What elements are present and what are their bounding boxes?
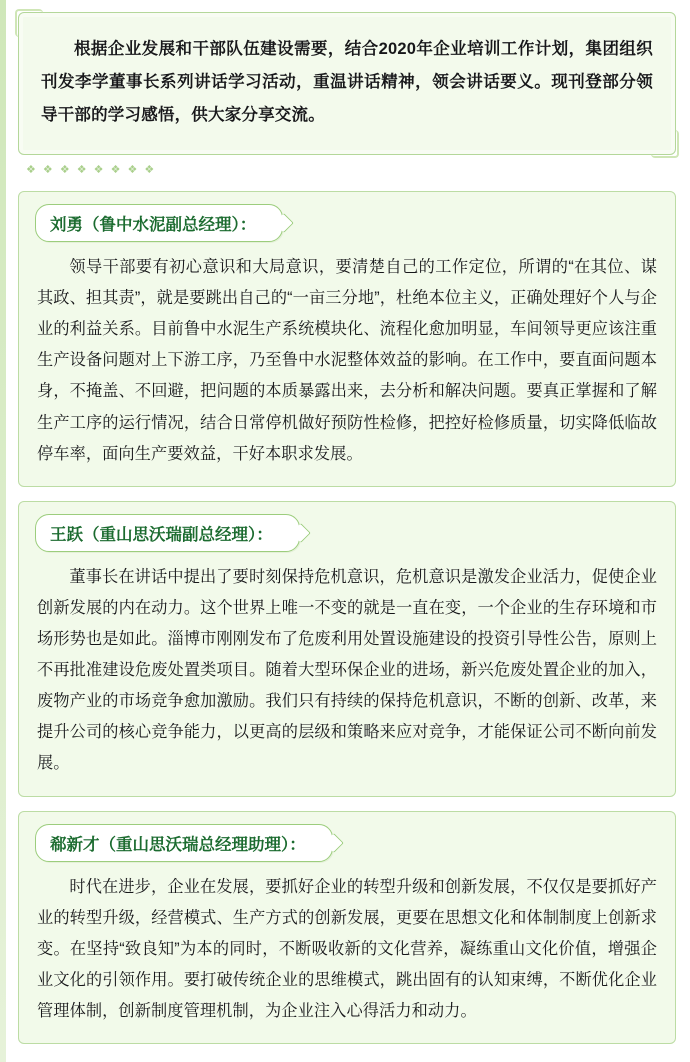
decorative-dots: ❖ ❖ ❖ ❖ ❖ ❖ ❖ ❖ (26, 164, 157, 176)
section-3-card (18, 811, 676, 1045)
section-1-title-row (35, 204, 659, 242)
section-1-card (18, 191, 676, 487)
section-2-body: 董事长在讲话中提出了要时刻保持危机意识，危机意识是激发企业活力，促使企业创新发展的内在动力。这个世界上唯一不变的就是一直在变，一个企业的生存环境和市场形势也是如此。淄博市刚刚发布了危废利用处置设施建设的投资引导性公告，原则上不再批准建设危废处置类项目。随着大型环保企业的进场，新兴危废处置企业的加入，废物产业的市场竞争愈加激励。我们只有持续的保持危机意识，不断的创新、改革，来提升公司的核心竞争能力，以更高的层级和策略来应对竞争，才能保证公司不断向前发展。 (37, 567, 657, 773)
left-accent-bar (0, 0, 6, 1062)
section-3-body: 时代在进步，企业在发展，要抓好企业的转型升级和创新发展，不仅仅是要抓好产业的转型升级，经营模式、生产方式的创新发展，更要在思想文化和体制制度上创新求变。在坚持“致良知”为本的同时，不断吸收新的文化营养，凝练重山文化价值，增强企业文化的引领作用。要打破传统企业的思维模式，跳出固有的认知束缚，不断优化企业管理体制，创新制度管理机制，为企业注入心得活力和动力。 (37, 877, 657, 1020)
section-3-title-row (35, 824, 659, 862)
section-3 (18, 811, 676, 1045)
section-2-title-row (35, 514, 659, 552)
section-1-title-label: 刘勇（鲁中水泥副总经理）： (50, 216, 257, 234)
intro-box (18, 12, 676, 155)
intro-decoration (20, 161, 676, 176)
section-3-title-label: 郗新才（重山思沃瑞总经理助理）： (50, 835, 306, 854)
section-3-title (35, 824, 333, 862)
ribbon-tail-icon (291, 523, 311, 543)
section-2-title (35, 514, 300, 552)
section-1-title (35, 204, 283, 242)
section-1-body: 领导干部要有初心意识和大局意识，要清楚自己的工作定位，所谓的“在其位、谋其政、担其责”，就是要跳出自己的“一亩三分地”，杜绝本位主义，正确处理好个人与企业的利益关系。目前鲁中水泥生产系统模块化、流程化愈加明显，车间领导更应该注重生产设备问题对上下游工序，乃至鲁中水泥整体效益的影响。在工作中，要直面问题本身，不掩盖、不回避，把问题的本质暴露出来，去分析和解决问题。要真正掌握和了解生产工序的运行情况，结合日常停机做好预防性检修，把控好检修质量，切实降低临故停车率，面向生产要效益，干好本职求发展。 (37, 258, 657, 463)
section-2 (18, 501, 676, 797)
section-2-title-label: 王跃（重山思沃瑞副总经理）： (50, 525, 273, 544)
intro-paragraph: 根据企业发展和干部队伍建设需要，结合2020年企业培训工作计划，集团组织刊发李学董事长系列讲话学习活动，重温讲话精神，领会讲话要义。现刊登部分领导干部的学习感悟，供大家分享交流。 (41, 40, 653, 124)
section-2-card (18, 501, 676, 797)
intro-panel (18, 12, 676, 176)
section-1 (18, 191, 676, 487)
ribbon-tail-icon (274, 213, 294, 233)
ribbon-tail-icon (324, 833, 344, 853)
